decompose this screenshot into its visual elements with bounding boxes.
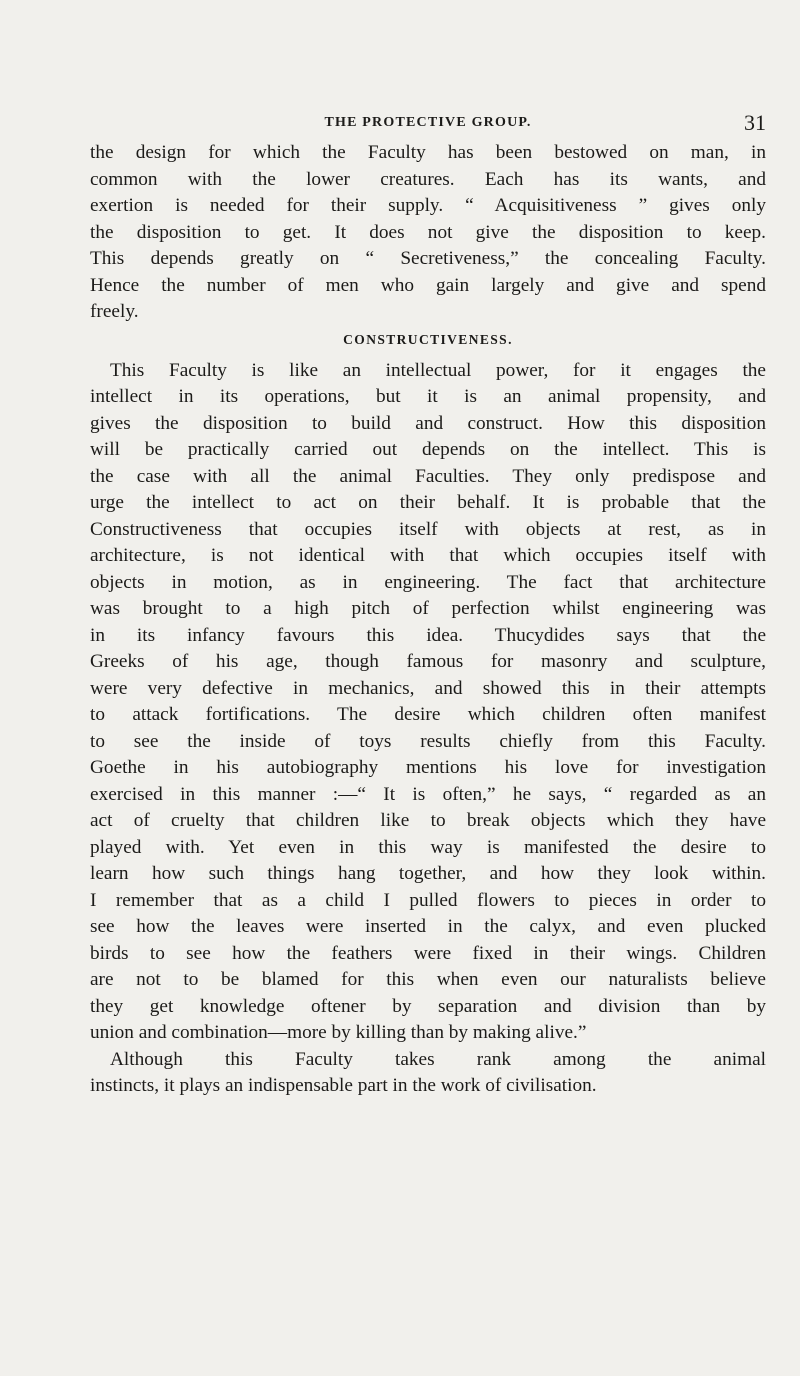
text-line: was brought to a high pitch of perfection whilst engineering was [90,598,766,619]
text-line: common with the lower creatures. Each has its wants, and [90,168,766,190]
paragraph-civilisation [90,1047,766,1100]
text-line: Greeks of his age, though famous for masonry and sculpture, [90,651,766,672]
text-line: birds to see how the feathers were fixed in their wings. Children [90,942,766,964]
text-line: exercised in this manner :—“ It is often,” he says, “ regarded as an [90,783,766,805]
text-line: objects in motion, as in engineering. The fact that architecture [90,571,766,593]
running-head [90,110,766,137]
text-line: see how the leaves were inserted in the calyx, and even plucked [90,916,766,937]
text-line: the disposition to get. It does not give the disposition to keep. [90,221,766,243]
text-line: I remember that as a child I pulled flowers to pieces in order to [90,889,766,911]
text-line: played with. Yet even in this way is manifested the desire to [90,836,766,858]
text-line: the case with all the animal Faculties. They only predispose and [90,465,766,487]
text-line: urge the intellect to act on their behalf. It is probable that the [90,492,766,513]
text-line: instincts, it plays an indispensable part in the work of civilisation. [90,1075,597,1096]
text-line: to see the inside of toys results chiefly from this Faculty. [90,730,766,752]
section-heading: CONSTRUCTIVENESS. [343,331,513,347]
text-line: are not to be blamed for this when even our naturalists believe [90,969,766,990]
text-line: learn how such things hang together, and how they look within. [90,863,766,884]
text-line: This Faculty is like an intellectual power, for it engages the [110,359,766,381]
paragraph-continued [90,140,766,326]
text-line: Goethe in his autobiography mentions his love for investigation [90,757,766,778]
text-line: architecture, is not identical with that which occupies itself with [90,545,766,566]
text-line: freely. [90,301,139,322]
body-text [90,140,766,1100]
running-title: THE PROTECTIVE GROUP. [324,115,532,130]
paragraph-constructiveness [90,358,766,1047]
text-line: exertion is needed for their supply. “ Acquisitiveness ” gives only [90,195,766,216]
text-line: This depends greatly on “ Secretiveness,” the concealing Faculty. [90,248,766,269]
text-line: Constructiveness that occupies itself with objects at rest, as in [90,518,766,540]
text-line: union and combination—more by killing than by making alive.” [90,1022,587,1043]
text-line: to attack fortifications. The desire which children often manifest [90,704,766,725]
page-number: 31 [744,110,766,135]
text-line: Hence the number of men who gain largely and give and spend [90,274,766,296]
text-line: will be practically carried out depends on the intellect. This is [90,439,766,460]
text-line: gives the disposition to build and construct. How this disposition [90,412,766,434]
text-line: act of cruelty that children like to break objects which they have [90,810,766,831]
text-line: they get knowledge oftener by separation and division than by [90,995,766,1017]
text-line: intellect in its operations, but it is an animal propensity, and [90,386,766,407]
text-line: Although this Faculty takes rank among the animal [110,1048,766,1070]
text-line: the design for which the Faculty has been bestowed on man, in [90,142,766,163]
text-line: in its infancy favours this idea. Thucydides says that the [90,624,766,646]
text-line: were very defective in mechanics, and showed this in their attempts [90,677,766,699]
